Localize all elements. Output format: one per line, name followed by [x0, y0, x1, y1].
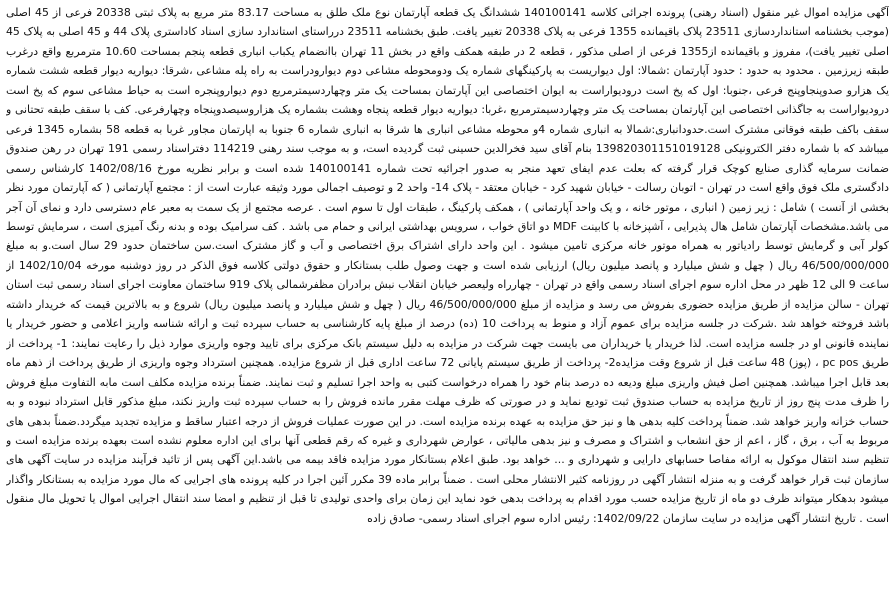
- auction-notice-text: آگهی مزایده اموال غیر منقول (اسناد رهنی) پرونده اجرائی کلاسه 140100141 ششدانگ یک قطعه آپارتمان نوع ملک طلق به مساحت 83.17 متر مربع به پلاک ثبتی 20338 فرعی از 45 اصلی (موجب بخشنامه استانداردسازی 23511 پلاک باقیمانده 1355 فرعی به پلاک 20338 تغییر یافت. طبق بخشنامه 23511 درراستای استاندارد سازی اسناد کاداستری پلاک 44 و 45 اصلی به پلاک 45 اصلی تغییر یافت)، مفروز و باقیمانده از1355 فرعی از اصلی مذکور ، قطعه 2 در طبقه همکف واقع در بخش 11 تهران باانضمام یکباب انباری قطعه پنجم بمساحت 10.60 مترمربع واقع درغرب طبقه زیرزمین . محدود به حدود : حدود آپارتمان :شمالا: اول دیواریست به پارکینگهای شماره یک ودومحوطه مشاعی دوم دیوارودراست به راه پله مشاعی ،شرقا: دیواریه دیوار قطعه ششت شماره یک هزارو صدوپنجاوپنج فرعی ،جنوبا: اول که پخ است درودیواراست به ایوان اختصاصی این آپارتمان بمساحت یک متر وچهاردسیمترمربع دوم دیواروپنجره است به حیاط مشاعی سوم که پخ است درودیواراست به جاگذانی اختصاصی این آپارتمان بمساحت یک متر وچهاردسیمترمربع ،غربا: دیواریه دیوار قطعه پنجاه وهشت بشماره یک هزاروسیصدوپنجاه وچهارفرعی. کف با سقف طبقه تحتانی و سقف باکف طبقه فوقانی مشترک است.حدودانباری:شمالا به انباری شماره 4و محوطه مشاعی انباری ها شرقا به انباری شماره 6 جنوبا به اپارتمان مجاور غربا به قطعه 58 بشماره 1345 فرعی میباشد که با شماره دفتر الکترونیکی 139820301151019128 بنام آقای سید فخرالدین حسینی ثبت گردیده است، و به موجب سند رهنی 114219 دفتراسناد رسمی 191 تهران در رهن صندوق ضمانت سرمایه گذاری صنایع کوچک قرار گرفته که بعلت عدم ایفای تعهد منجر به صدور اجرائیه تحت شماره 140100141 شده است و برابر نظریه مورخ 1402/08/16 کارشناس رسمی دادگستری ملک فوق واقع است در تهران - اتوبان رسالت - خیابان شهید کرد - خیابان معتقد - پلاک 14- واحد 2 و توصیف اجمالی مورد وثیقه عبارت است از : مجتمع آپارتمانی ( که آپارتمان مورد نظر بخشی از آنست ) شامل : زیر زمین ( انباری ، موتور خانه ، و یک واحد آپارتمانی ) ، همکف پارکینگ ، طبقات اول تا سوم است . عرصه مجتمع از یک سمت به معبر عام دسترسی دارد و نمای آن آجر می باشد.مشخصات آپارتمان شامل هال پذیرایی ، آشپزخانه با کابینت MDF دو اتاق خواب ، سرویس بهداشتی ایرانی و حمام می باشد . کف سرامیک بوده و بدنه رنگ آمیزی است ، سرمایش توسط کولر آبی و گرمایش توسط رادیاتور به همراه موتور خانه مرکزی تامین میشود . این واحد دارای اشتراک برق اختصاصی و آب و گاز مشترک است.سن ساختمان حدود 29 سال است.و به مبلغ 46/500/000/000 ریال ( چهل و شش میلیارد و پانصد میلیون ریال) ارزیابی شده است و جهت وصول طلب بستانکار و حقوق دولتی کلاسه فوق الذکر در روز دوشنبه مورخه 1402/10/04 از ساعت 9 الی 12 ظهر در محل اداره سوم اجرای اسناد رسمی واقع در تهران - چهارراه ولیعصر خیابان انقلاب نبش برادران مظفرشمالی پلاک 919 ساختمان معاونت اجرای اسناد رسمی ثبت استان تهران - سالن مزایده از طریق مزایده حضوری بفروش می رسد و مزایده از مبلغ 46/500/000/000 ریال ( چهل و شش میلیارد و پانصد میلیون ریال) شروع و به بالاترین قیمت که خریدار داشته باشد فروخته خواهد شد .شرکت در جلسه مزایده برای عموم آزاد و منوط به پرداخت 10 (ده) درصد از مبلغ پایه کارشناسی به حساب سپرده ثبت و ارائه شناسه واریز اعلامی و حضور خریدار یا نماینده قانونی او در جلسه مزایده است. لذا خریدار یا خریداران می بایست جهت شرکت در مزایده به دلیل سیستم بانک مرکزی برای تایید وجوه واریزی موارد ذیل را رعایت نمایند: 1- پرداخت از طریق pc pos ، (پوز) 48 ساعت قبل از شروع وقت مزایده2- پرداخت از طریق سیستم پایانی 72 ساعت اداری قبل از شروع مزایده. همچنین استرداد وجوه واریزی از طریق پرداخت از ذهم ماه بعد قابل اجرا میباشد. همچنین اصل فیش واریزی مبلغ ودیعه ده درصد بنام خود را همراه درخواست کتبی به واحد اجرا تسلیم و ثبت نمایند. ضمناً برنده مزایده مکلف است مابه التفاوت مبلغ فروش را ظرف مدت پنج روز از تاریخ مزایده به حساب صندوق ثبت تودیع نماید و در صورتی که ظرف مهلت مقرر مانده فروش را به حساب سپرده ثبت واریز نکند، مبلغ مذکور قابل استرداد نبوده و به حساب خزانه واریز خواهد شد. ضمناً پرداخت کلیه بدهی ها و نیز حق مزایده به عهده برنده مزایده است. در این صورت عملیات فروش از درجه اعتبار ساقط و مزایده تجدید میگردد.ضمناً بدهی های مربوط به آب ، برق ، گاز ، اعم از حق انشعاب و اشتراک و مصرف و نیز بدهی مالیاتی ، عوارض شهرداری و غیره که رقم قطعی آنها برای این اداره معلوم نشده است بعهده برنده مزایده است و تنظیم سند انتقال موکول به ارائه مفاصا حسابهای دارایی و شهرداری و ... خواهد بود. طبق اعلام بستانکار مورد مزایده فاقد بیمه می باشد.این آگهی پس از تائید فرآیند مزایده در سایت آگهی های سازمان ثبت قرار خواهد گرفت و به منزله انتشار آگهی در روزنامه کثیر الانتشار محلی است . ضمناً برابر ماده 39 مکرر آئین اجرا در کلیه پرونده های اجرایی که مال مورد مزایده به بستانکار واگذار میشود بدهکار میتواند ظرف دو ماه از تاریخ مزایده حسب مورد اقدام به پرداخت بدهی خود نماید این زمان برای واحدی تولیدی تا قبل از تنظیم و امضا سند انتقال اجرایی اموال یا تحویل مال منقول است . تاریخ انتشار آگهی مزایده در سایت سازمان 1402/09/22: رئیس اداره سوم اجرای اسناد رسمی- صادق زاده: [6, 6, 889, 525]
